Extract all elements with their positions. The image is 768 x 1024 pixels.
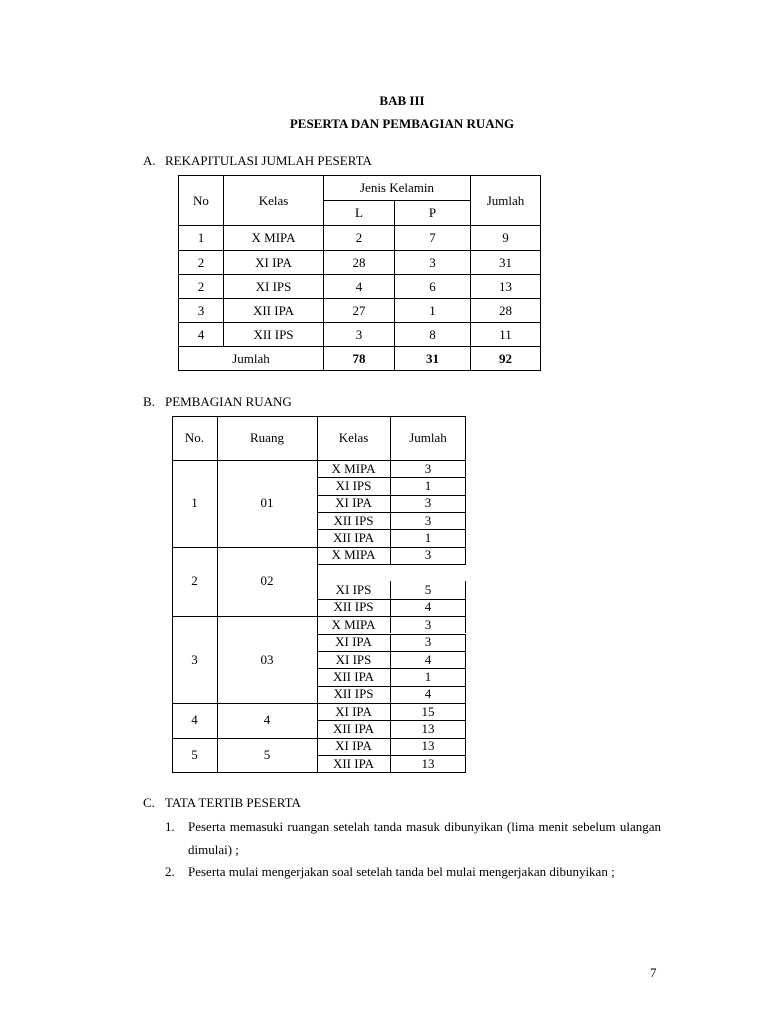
header-ruang: Ruang bbox=[250, 430, 284, 445]
cell-l: 27 bbox=[324, 299, 395, 323]
cell-l: 4 bbox=[324, 275, 395, 299]
cell-no: 1 bbox=[179, 226, 224, 251]
cell-jumlah: 13 bbox=[471, 275, 541, 299]
section-c-heading: TATA TERTIB PESERTA bbox=[165, 795, 301, 810]
cell-no: 2 bbox=[179, 275, 224, 299]
table-rule bbox=[465, 668, 466, 685]
table-rule bbox=[390, 738, 391, 755]
table-row bbox=[179, 323, 541, 347]
table-rule bbox=[465, 634, 466, 651]
cell-no: 2 bbox=[179, 251, 224, 275]
header-kelas: Kelas bbox=[224, 176, 324, 226]
table-rule bbox=[390, 634, 391, 651]
table-rule bbox=[390, 495, 391, 512]
table-rule bbox=[465, 581, 466, 598]
table-rule bbox=[465, 512, 466, 529]
total-l: 78 bbox=[324, 347, 395, 371]
table-rule bbox=[465, 599, 466, 616]
table-rule bbox=[217, 703, 218, 738]
room-entry-kelas: XI IPA bbox=[335, 495, 372, 511]
table-rule bbox=[217, 616, 218, 703]
table-rule bbox=[465, 755, 466, 772]
cell-l: 28 bbox=[324, 251, 395, 275]
table-row bbox=[179, 251, 541, 275]
table-rule bbox=[317, 564, 466, 565]
cell-p: 3 bbox=[395, 251, 471, 275]
table-rule bbox=[390, 416, 391, 460]
table-rule bbox=[465, 495, 466, 512]
cell-p: 8 bbox=[395, 323, 471, 347]
total-p: 31 bbox=[395, 347, 471, 371]
section-b-heading: PEMBAGIAN RUANG bbox=[165, 394, 292, 409]
cell-l: 2 bbox=[324, 226, 395, 251]
table-rule bbox=[390, 703, 391, 720]
room-group-no: 3 bbox=[191, 651, 198, 667]
table-rule bbox=[217, 738, 218, 773]
room-group-no: 1 bbox=[191, 495, 198, 511]
cell-p: 6 bbox=[395, 275, 471, 299]
header-l: L bbox=[324, 201, 395, 226]
header-kelas: Kelas bbox=[338, 430, 369, 445]
table-rule bbox=[390, 477, 391, 494]
header-p: P bbox=[395, 201, 471, 226]
room-group-no: 4 bbox=[191, 712, 198, 728]
room-entry-kelas: X MIPA bbox=[331, 460, 376, 476]
room-group-ruang: 03 bbox=[260, 651, 274, 667]
total-jumlah: 92 bbox=[471, 347, 541, 371]
room-entry-jumlah: 1 bbox=[424, 530, 432, 546]
header-jumlah: Jumlah bbox=[471, 176, 541, 226]
table-rule bbox=[317, 416, 318, 460]
chapter-title: PESERTA DAN PEMBAGIAN RUANG bbox=[289, 116, 515, 131]
room-entry-kelas: XII IPA bbox=[332, 668, 375, 684]
table-rule bbox=[465, 460, 466, 477]
room-entry-kelas: XII IPS bbox=[333, 599, 374, 615]
room-entry-jumlah: 13 bbox=[421, 755, 435, 771]
room-entry-kelas: X MIPA bbox=[331, 616, 376, 632]
room-entry-jumlah: 3 bbox=[424, 495, 432, 511]
table-rule bbox=[390, 512, 391, 529]
table-row bbox=[179, 275, 541, 299]
table-rule bbox=[465, 547, 466, 564]
room-allocation-table bbox=[172, 416, 466, 773]
cell-p: 7 bbox=[395, 226, 471, 251]
room-group-no: 5 bbox=[191, 746, 198, 762]
table-rule bbox=[390, 668, 391, 685]
table-rule bbox=[465, 738, 466, 755]
room-group-ruang: 4 bbox=[263, 712, 271, 728]
table-rule bbox=[390, 547, 391, 564]
room-entry-kelas: XI IPS bbox=[335, 478, 372, 494]
total-label: Jumlah bbox=[179, 347, 324, 371]
room-entry-kelas: XII IPA bbox=[332, 530, 375, 546]
table-rule bbox=[172, 616, 173, 703]
room-entry-kelas: XII IPA bbox=[332, 755, 375, 771]
header-no: No. bbox=[184, 430, 205, 445]
table-rule bbox=[465, 416, 466, 460]
cell-jumlah: 9 bbox=[471, 226, 541, 251]
table-rule bbox=[390, 686, 391, 703]
cell-kelas: XI IPA bbox=[224, 251, 324, 275]
room-entry-jumlah: 3 bbox=[424, 460, 432, 476]
rule-text: Peserta memasuki ruangan setelah tanda masuk dibunyikan (lima menit sebelum ulangan dimulai) ; bbox=[188, 819, 661, 857]
room-entry-kelas: XI IPA bbox=[335, 703, 372, 719]
room-entry-kelas: XII IPS bbox=[333, 512, 374, 528]
rule-text: Peserta mulai mengerjakan soal setelah tanda bel mulai mengerjakan dibunyikan ; bbox=[188, 864, 615, 879]
table-rule bbox=[217, 547, 218, 616]
room-entry-jumlah: 13 bbox=[421, 738, 435, 754]
room-entry-jumlah: 3 bbox=[424, 547, 432, 563]
cell-kelas: XII IPS bbox=[224, 323, 324, 347]
room-entry-jumlah: 15 bbox=[421, 703, 435, 719]
room-entry-kelas: XII IPS bbox=[333, 686, 374, 702]
table-rule bbox=[390, 755, 391, 772]
room-entry-jumlah: 3 bbox=[424, 616, 432, 632]
cell-no: 3 bbox=[179, 299, 224, 323]
room-entry-jumlah: 3 bbox=[424, 512, 432, 528]
table-rule bbox=[465, 651, 466, 668]
table-row bbox=[179, 226, 541, 251]
table-rule bbox=[465, 616, 466, 633]
room-entry-kelas: XI IPS bbox=[335, 582, 372, 598]
table-rule bbox=[172, 547, 173, 616]
table-rule bbox=[465, 703, 466, 720]
table-rule bbox=[217, 416, 218, 460]
table-rule bbox=[172, 460, 173, 547]
header-no: No bbox=[179, 176, 224, 226]
room-entry-jumlah: 5 bbox=[424, 582, 432, 598]
table-rule bbox=[390, 581, 391, 598]
room-entry-jumlah: 1 bbox=[424, 668, 432, 684]
room-entry-kelas: XII IPA bbox=[332, 720, 375, 736]
rule-number: 2. bbox=[165, 864, 175, 879]
chapter-label: BAB III bbox=[379, 93, 425, 108]
table-rule bbox=[172, 738, 173, 773]
section-b-letter: B. bbox=[143, 394, 155, 409]
table-rule bbox=[465, 477, 466, 494]
table-rule bbox=[390, 460, 391, 477]
cell-jumlah: 31 bbox=[471, 251, 541, 275]
room-group-ruang: 01 bbox=[260, 495, 274, 511]
table-rule bbox=[172, 703, 173, 738]
room-entry-jumlah: 4 bbox=[424, 599, 432, 615]
room-entry-jumlah: 4 bbox=[424, 651, 432, 667]
room-group-ruang: 02 bbox=[260, 573, 274, 589]
table-rule bbox=[172, 416, 173, 460]
cell-p: 1 bbox=[395, 299, 471, 323]
table-rule bbox=[465, 529, 466, 546]
table-total-row bbox=[179, 347, 541, 371]
table-rule bbox=[390, 529, 391, 546]
table-rule bbox=[390, 720, 391, 737]
room-group-ruang: 5 bbox=[263, 746, 271, 762]
table-rule bbox=[172, 772, 466, 773]
page-number: 7 bbox=[650, 965, 657, 980]
room-entry-kelas: XI IPA bbox=[335, 634, 372, 650]
rule-item bbox=[165, 860, 661, 906]
room-entry-kelas: XI IPA bbox=[335, 738, 372, 754]
cell-kelas: X MIPA bbox=[224, 226, 324, 251]
cell-l: 3 bbox=[324, 323, 395, 347]
room-entry-kelas: XI IPS bbox=[335, 651, 372, 667]
cell-jumlah: 11 bbox=[471, 323, 541, 347]
room-entry-jumlah: 13 bbox=[421, 720, 435, 736]
cell-no: 4 bbox=[179, 323, 224, 347]
table-rule bbox=[390, 651, 391, 668]
cell-kelas: XII IPA bbox=[224, 299, 324, 323]
section-c-letter: C. bbox=[143, 795, 155, 810]
table-rule bbox=[390, 599, 391, 616]
room-entry-jumlah: 1 bbox=[424, 478, 432, 494]
table-rule bbox=[465, 686, 466, 703]
section-a-heading: REKAPITULASI JUMLAH PESERTA bbox=[165, 153, 372, 168]
cell-kelas: XI IPS bbox=[224, 275, 324, 299]
room-entry-jumlah: 4 bbox=[424, 686, 432, 702]
header-jenis-kelamin: Jenis Kelamin bbox=[324, 176, 471, 201]
table-rule bbox=[465, 720, 466, 737]
room-group-no: 2 bbox=[191, 573, 198, 589]
table-rule bbox=[390, 616, 391, 633]
room-entry-jumlah: 3 bbox=[424, 634, 432, 650]
section-a-letter: A. bbox=[143, 153, 156, 168]
cell-jumlah: 28 bbox=[471, 299, 541, 323]
header-jumlah: Jumlah bbox=[409, 430, 447, 445]
table-row bbox=[179, 299, 541, 323]
table-header-row bbox=[179, 176, 541, 201]
table-rule bbox=[217, 460, 218, 547]
rule-item bbox=[165, 815, 661, 861]
rule-number: 1. bbox=[165, 819, 175, 834]
participant-recap-table bbox=[178, 175, 541, 371]
room-entry-kelas: X MIPA bbox=[331, 547, 376, 563]
